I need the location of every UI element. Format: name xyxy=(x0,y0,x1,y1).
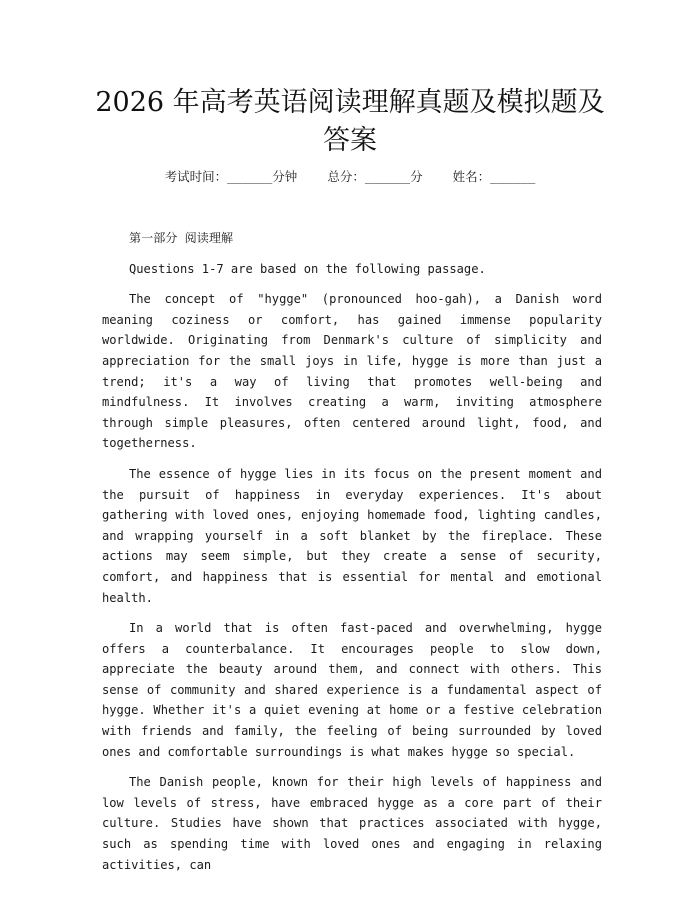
document-title: 2026 年高考英语阅读理解真题及模拟题及答案 xyxy=(95,87,605,156)
passage-intro: Questions 1-7 are based on the following passage. xyxy=(129,261,486,276)
exam-meta-line: 考试时间：______分钟 总分：______分 姓名：______ xyxy=(164,169,536,184)
document-body xyxy=(102,228,602,885)
section-heading: 第一部分 阅读理解 xyxy=(129,231,234,245)
passage-paragraph-1: The concept of "hygge" (pronounced hoo-gah), a Danish word meaning coziness or comfort, has gained immense popularity worldwide. Originating from Denmark's culture of simplicity and appreciation for the small joys in life, hygge is more than just a trend; it's a way of living that promotes well-being and mindfulness. It involves creating a warm, inviting atmosphere through simple pleasures, often centered around light, food, and togetherness. xyxy=(102,292,602,451)
passage-paragraph-2: The essence of hygge lies in its focus on the present moment and the pursuit of happiness in everyday experiences. It's about gathering with loved ones, enjoying homemade food, lighting candles, and wrapping yourself in a soft blanket by the fireplace. These actions may seem simple, but they create a sense of security, comfort, and happiness that is essential for mental and emotional health. xyxy=(102,466,602,605)
passage-paragraph-4: The Danish people, known for their high levels of happiness and low levels of stress, have embraced hygge as a core part of their culture. Studies have shown that practices associated with hygge, such as spending time with loved ones and engaging in relaxing activities, can xyxy=(102,775,602,872)
passage-paragraph-3: In a world that is often fast-paced and overwhelming, hygge offers a counterbalance. It encourages people to slow down, appreciate the beauty around them, and connect with others. This sense of community and shared experience is a fundamental aspect of hygge. Whether it's a quiet evening at home or a festive celebration with friends and family, the feeling of being surrounded by loved ones and comfortable surroundings is what makes hygge so special. xyxy=(102,621,602,759)
